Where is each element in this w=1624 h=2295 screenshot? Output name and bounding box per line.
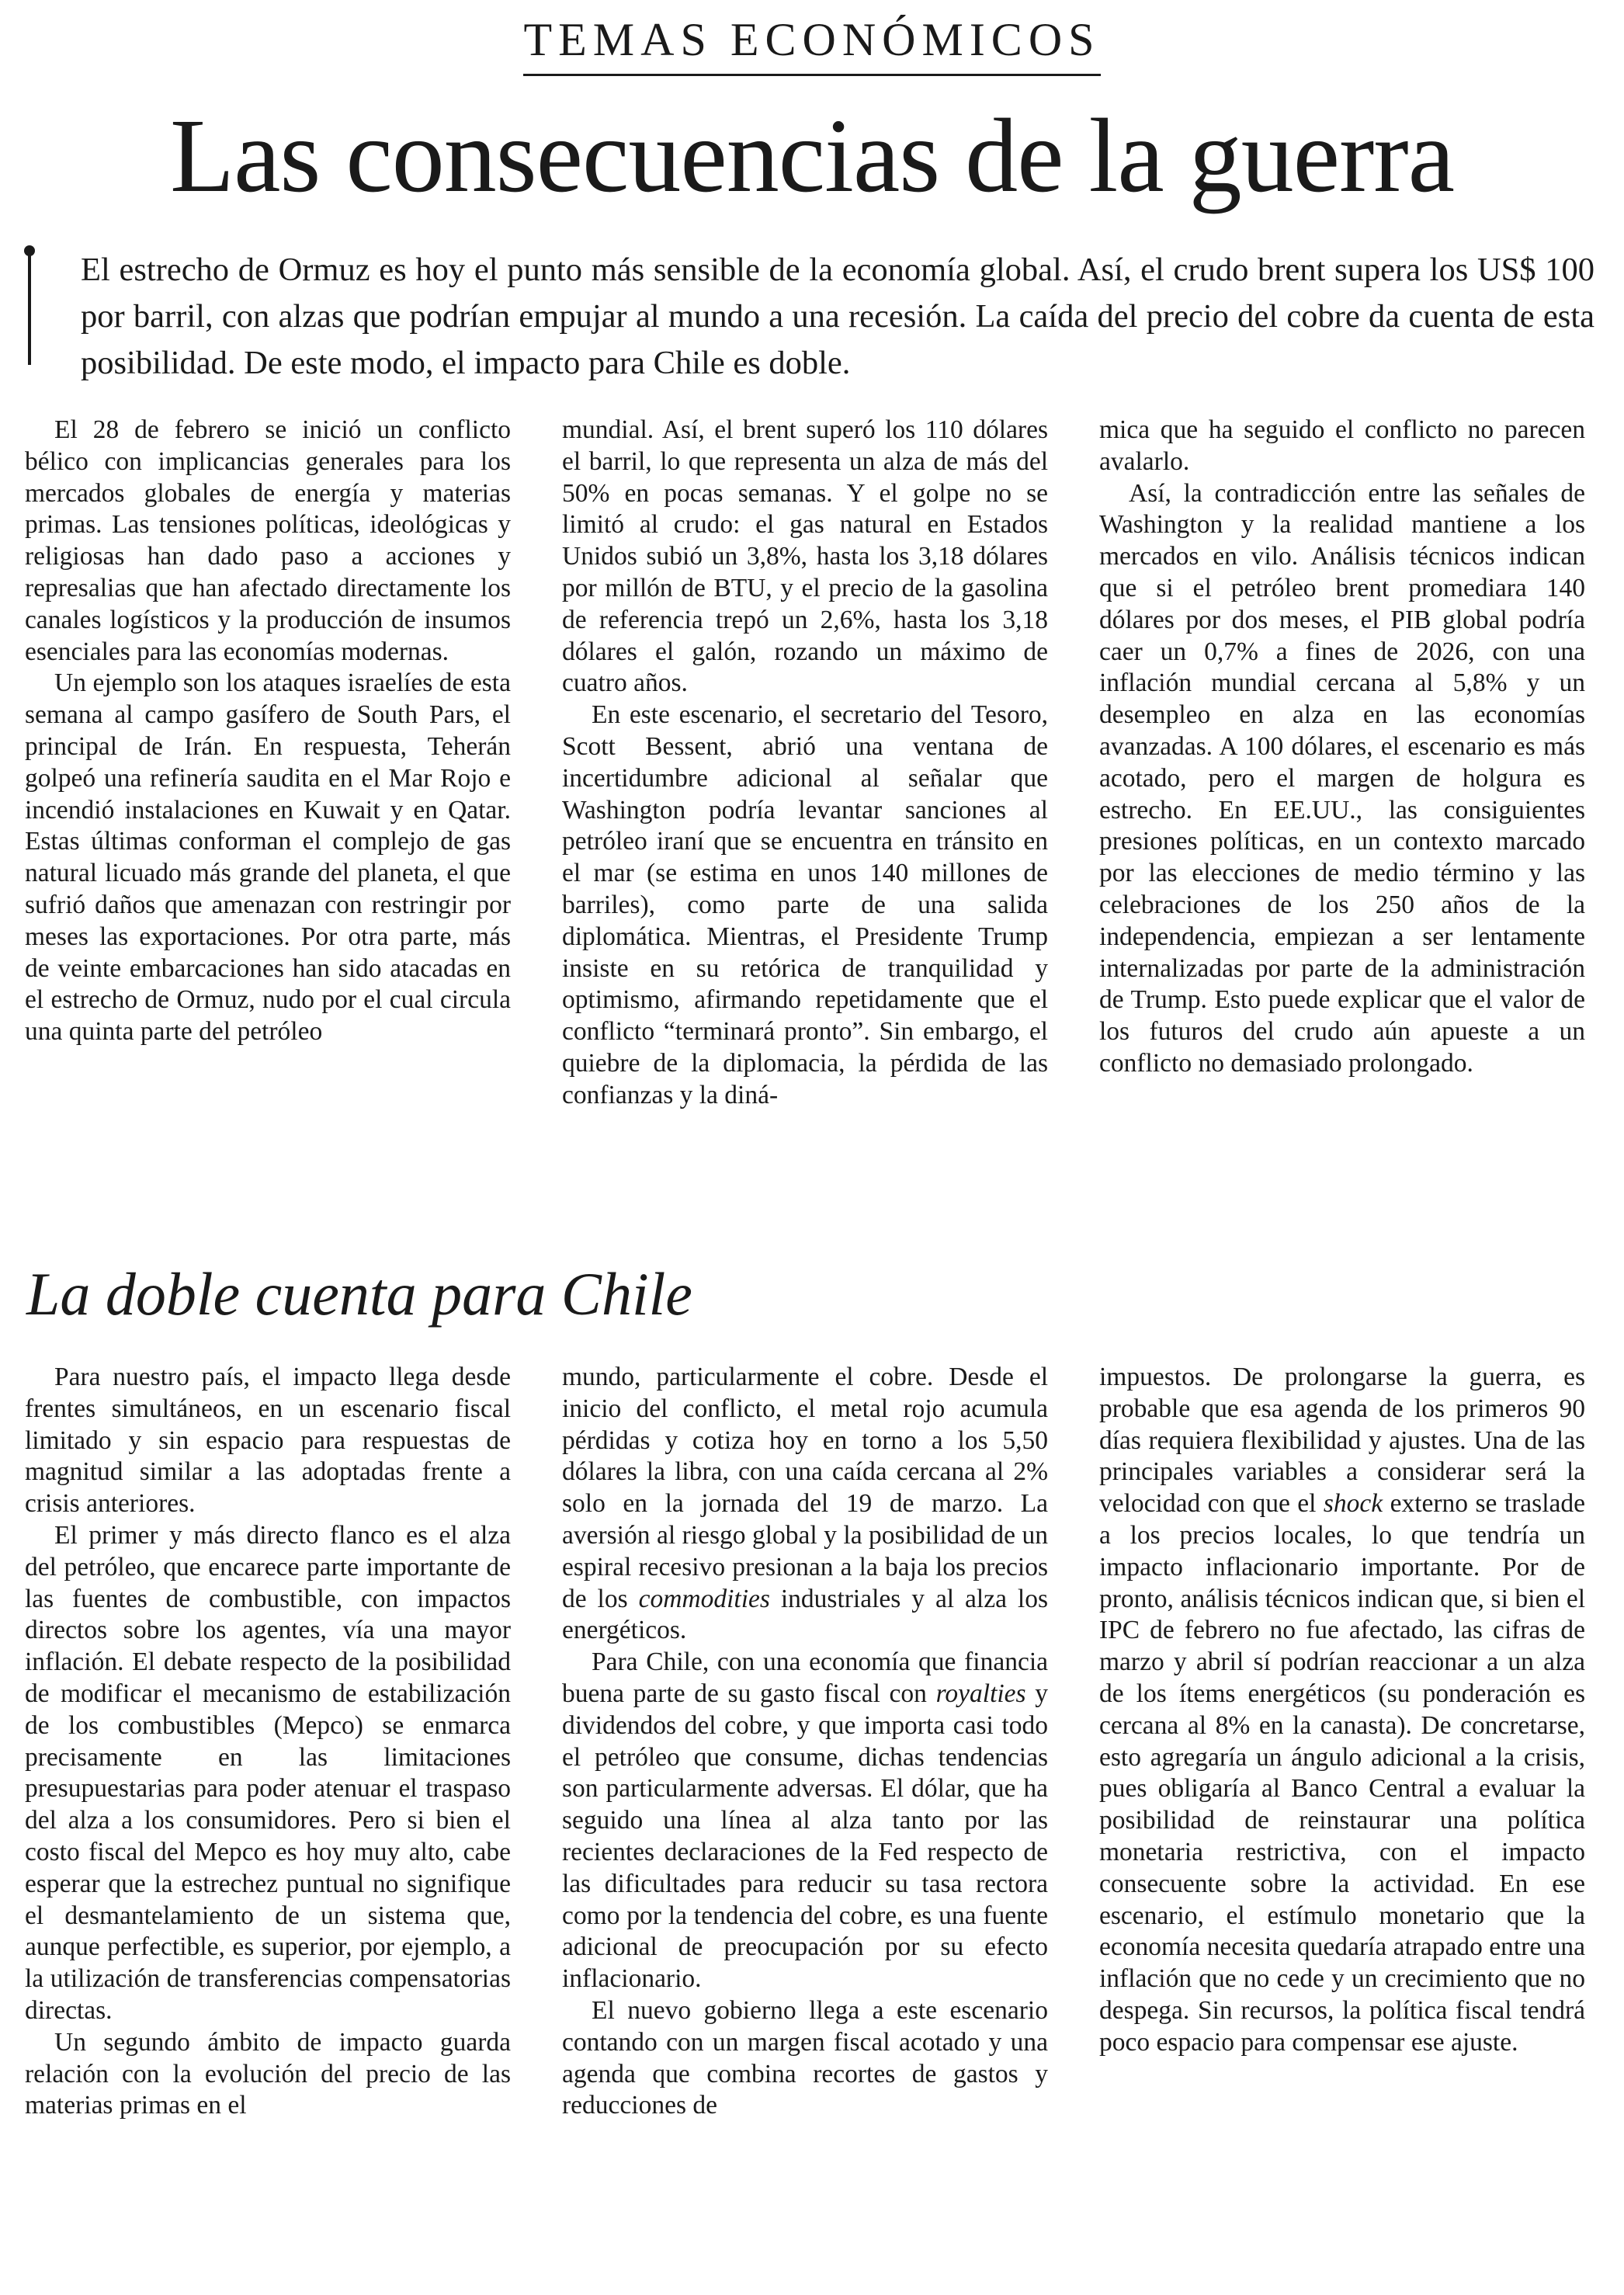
text-run: y dividendos del cobre, y que importa casi todo el petróleo que consume, dichas tendencias son particularmente adversas. El dólar, que ha seguido una línea al alza tanto por las recientes declaraciones de la Fed respecto de las dificultades para reducir su tasa rectora como por la tendencia del cobre, es una fuente adicional de preocupación por su efecto inflacionario. — [562, 1679, 1049, 1994]
text-run: Para Chile, con una economía que financia buena parte de su gasto fiscal con — [562, 1647, 1048, 1708]
italic-term: commodities — [638, 1584, 770, 1613]
article-column-1 — [25, 415, 511, 1261]
paragraph-continued: mica que ha seguido el conflicto no parecen avalarlo. — [1099, 415, 1585, 476]
paragraph: Un ejemplo son los ataques israelíes de esta semana al campo gasífero de South Pars, el principal de Irán. En respuesta, Teherán golpeó una refinería saudita en el Mar Rojo e incendió instalaciones en Kuwait y en Qatar. Estas últimas conforman el complejo de gas natural licuado más grande del planeta, el que sufrió daños que amenazan con restringir por meses las exportaciones. Por otra parte, más de veinte embarcaciones han sido atacadas en el estrecho de Ormuz, nudo por el cual circula una quinta parte del petróleo — [25, 668, 511, 1047]
paragraph: En este escenario, el secretario del Tesoro, Scott Bessent, abrió una ventana de incertidumbre adicional al señalar que Washington podría levantar sanciones al petróleo iraní que se encuentra en tránsito en el mar (se estima en unos 140 millones de barriles), como parte de una salida diplomática. Mientras, el Presidente Trump insiste en su retórica de tranquilidad y optimismo, afirmando repetidamente que el conflicto “terminará pronto”. Sin embargo, el quiebre de la diplomacia, la pérdida de las confianzas y la diná- — [562, 700, 1048, 1109]
italic-term: shock — [1323, 1489, 1383, 1519]
headline: Las consecuencias de la guerra — [170, 98, 1454, 214]
paragraph: El primer y más directo flanco es el alza del petróleo, que encarece parte importante de las fuentes de combustible, con impactos directos sobre los agentes, vía una mayor inflación. El debate respecto de la posibilidad de modificar el mecanismo de estabilización de los combustibles (Mepco) se enmarca precisamente en las limitaciones presupuestarias para poder atenuar el traspaso del alza a los consumidores. Pero si bien el costo fiscal del Mepco es hoy muy alto, cabe esperar que la estrechez puntual no signifique el desmantelamiento de un sistema que, aunque perfectible, es superior, por ejemplo, a la utilización de transferencias compensatorias directas. — [25, 1520, 511, 2025]
paragraph: Para nuestro país, el impacto llega desde frentes simultáneos, en un escenario fiscal limitado y sin espacio para respuestas de magnitud similar a las adoptadas frente a crisis anteriores. — [25, 1363, 511, 1519]
lead-paragraph: El estrecho de Ormuz es hoy el punto más sensible de la economía global. Así, el crudo brent supera los US$ 100 por barril, con alzas que podrían empujar al mundo a una recesión. La caída del precio del cobre da cuenta de esta posibilidad. De este modo, el impacto para Chile es doble. — [81, 252, 1595, 381]
text-run: mundo, particularmente el cobre. Desde el inicio del conflicto, el metal rojo acumula pérdidas y cotiza hoy en torno a los 5,50 dólares la libra, con una caída cercana al 2% solo en la jornada del 19 de marzo. La aversión al riesgo global y la posibilidad de un espiral recesivo presionan a la baja los precios de los — [562, 1363, 1048, 1613]
article-column-5 — [562, 1362, 1048, 2255]
paragraph-continued — [1099, 1362, 1585, 2059]
article-column-3 — [1099, 415, 1585, 1261]
text-run: externo se traslade a los precios locales, lo que tendría un impacto inflacionario importante. Por de pronto, análisis técnicos indican que, si bien el IPC de febrero no fue afectado, las cifras de marzo y abril sí podrían reaccionar a un alza de los ítems energéticos (su ponderación es cercana al 8% en la canasta). De concretarse, esto agregaría un ángulo adicional a la crisis, pues obligaría al Banco Central a evaluar la posibilidad de reinstaurar una política monetaria restrictiva, con el impacto consecuente sobre la actividad. En ese escenario, el estímulo monetario que la economía necesita quedaría atrapado entre una inflación que no cede y un crecimiento que no despega. Sin recursos, la política fiscal tendrá poco espacio para compensar ese ajuste. — [1099, 1489, 1585, 2057]
paragraph: Un segundo ámbito de impacto guarda relación con la evolución del precio de las materias primas en el — [25, 2027, 511, 2120]
article-column-4 — [25, 1362, 511, 2255]
article-column-2 — [562, 415, 1048, 1261]
paragraph: Así, la contradicción entre las señales de Washington y la realidad mantiene a los mercados en vilo. Análisis técnicos indican que si el petróleo brent promediara 140 dólares por dos meses, el PIB global podría caer un 0,7% a fines de 2026, con una inflación mundial cercana al 5,8% y un desempleo en alza en las economías avanzadas. A 100 dólares, el escenario es más acotado, pero el margen de holgura es estrecho. En EE.UU., las consiguientes presiones políticas, en un contexto marcado por las elecciones de medio término y las celebraciones de los 250 años de la independencia, empiezan a ser lentamente internalizadas por parte de la administración de Trump. Esto puede explicar que el valor de los futuros del crudo aún apueste a un conflicto no demasiado prolongado. — [1099, 478, 1585, 1078]
paragraph: El nuevo gobierno llega a este escenario contando con un margen fiscal acotado y una agenda que combina recortes de gastos y reducciones de — [562, 1995, 1048, 2120]
text-run: industriales y al alza los energéticos. — [562, 1584, 1048, 1645]
paragraph: El 28 de febrero se inició un conflicto bélico con implicancias generales para los mercados globales de energía y materias primas. Las tensiones políticas, ideológicas y religiosas han dado paso a acciones y represalias que han afectado directamente los canales logísticos y la producción de insumos esenciales para las economías modernas. — [25, 415, 511, 666]
section-label-text: TEMAS ECONÓMICOS — [523, 14, 1100, 76]
text-run: impuestos. De prolongarse la guerra, es probable que esa agenda de los primeros 90 días requiera flexibilidad y ajustes. Una de las principales variables a considerar será la velocidad con que el — [1099, 1363, 1585, 1519]
italic-term: royalties — [935, 1679, 1026, 1708]
lead-marker-icon — [28, 248, 31, 365]
section-label — [0, 14, 1624, 76]
article-column-6 — [1099, 1362, 1585, 2255]
subheading: La doble cuenta para Chile — [26, 1260, 692, 1328]
paragraph-continued: mundial. Así, el brent superó los 110 dólares el barril, lo que representa un alza de más del 50% en pocas semanas. Y el golpe no se limitó al crudo: el gas natural en Estados Unidos subió un 3,8%, hasta los 3,18 dólares por millón de BTU, y el precio de la gasolina de referencia trepó un 2,6%, hasta los 3,18 dólares el galón, rozando un máximo de cuatro años. — [562, 415, 1048, 698]
paragraph — [562, 1647, 1048, 1995]
paragraph-continued — [562, 1362, 1048, 1647]
